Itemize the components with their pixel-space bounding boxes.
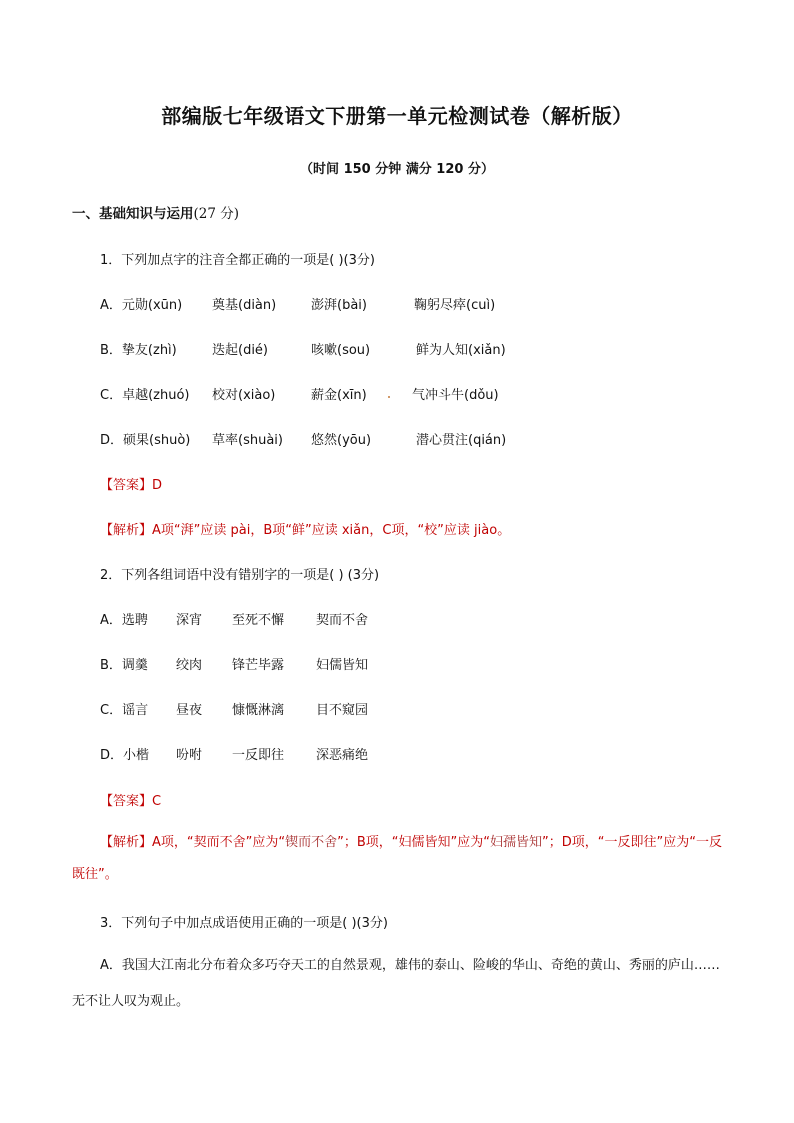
document-subtitle: （时间 150 分钟 满分 120 分） — [300, 162, 494, 177]
question-2-analysis — [72, 827, 724, 891]
option-term: 气冲斗牛(dǒu) — [412, 388, 499, 403]
section-score: (27 分) — [193, 206, 240, 222]
option-term: 一反即往 — [232, 748, 285, 763]
analysis-label: 【解析】 — [100, 523, 153, 538]
option-term: C．卓越(zhuó) — [100, 388, 190, 403]
question-2-answer — [100, 790, 161, 809]
option-term: D．小楷 — [100, 748, 150, 763]
option-term: 绞肉 — [176, 658, 203, 673]
document-title: 部编版七年级语文下册第一单元检测试卷（解析版） — [161, 104, 633, 128]
option-term: 吩咐 — [176, 748, 203, 763]
question-2-stem: 2．下列各组词语中没有错别字的一项是( ) (3分) — [100, 568, 380, 583]
option-term: 深宵 — [176, 613, 203, 628]
analysis-correction: 锲而不舍 — [285, 835, 338, 850]
option-term: 妇儒皆知 — [316, 658, 369, 673]
analysis-text: ”；B项，“妇儒皆知”应为“ — [337, 835, 490, 850]
section-label: 一、基础知识与运用 — [72, 206, 194, 222]
question-1-answer — [100, 474, 162, 493]
option-term: 草率(shuài) — [212, 433, 283, 448]
analysis-correction: 妇孺皆知 — [490, 835, 543, 850]
option-term: 薪金(xīn) — [311, 388, 367, 403]
option-term: 鞠躬尽瘁(cuì) — [414, 298, 496, 313]
option-term: 潜心贯注(qián) — [416, 433, 507, 448]
emphasis-dot — [388, 396, 390, 398]
option-term: C．谣言 — [100, 703, 149, 718]
option-term: 悠然(yōu) — [311, 433, 372, 448]
option-term: 至死不懈 — [232, 613, 285, 628]
answer-label: 【答案】 — [100, 794, 153, 809]
analysis-text: A项，“契而不舍”应为“ — [152, 835, 286, 850]
option-term: D．硕果(shuò) — [100, 433, 191, 448]
option-term: 咳嗽(sou) — [311, 343, 371, 358]
option-term: 锋芒毕露 — [232, 658, 285, 673]
option-term: B．挚友(zhì) — [100, 343, 177, 358]
option-term: 深恶痛绝 — [316, 748, 369, 763]
question-1-stem: 1．下列加点字的注音全都正确的一项是( )(3分) — [100, 253, 375, 268]
option-term: B．调羹 — [100, 658, 148, 673]
question-1-analysis — [100, 519, 510, 538]
option-term: 契而不舍 — [316, 613, 369, 628]
option-term: 校对(xiào) — [212, 388, 276, 403]
answer-value: C — [152, 794, 162, 809]
answer-label: 【答案】 — [100, 478, 153, 493]
question-3-option-a: A．我国大江南北分布着众多巧夺天工的自然景观，雄伟的泰山、险峻的华山、奇绝的黄山、秀丽的庐山……无不让人叹为观止。 — [72, 958, 720, 1009]
answer-value: D — [152, 478, 163, 493]
option-term: A．元勋(xūn) — [100, 298, 183, 313]
analysis-text: ”；D项，“一反即往”应为“一反既往”。 — [72, 835, 722, 882]
analysis-text: A项“湃”应读 pài，B项“鲜”应读 xiǎn，C项，“校”应读 jiào。 — [152, 523, 511, 538]
option-term: 慷慨淋漓 — [232, 703, 285, 718]
option-term: 昼夜 — [176, 703, 203, 718]
option-term: 澎湃(bài) — [311, 298, 367, 313]
option-term: A．选聘 — [100, 613, 148, 628]
section-heading — [72, 202, 239, 222]
option-term: 奠基(diàn) — [212, 298, 277, 313]
option-term: 目不窥园 — [316, 703, 369, 718]
option-term: 鲜为人知(xiǎn) — [416, 343, 506, 358]
analysis-label: 【解析】 — [100, 835, 153, 850]
option-term: 迭起(dié) — [212, 343, 269, 358]
question-3-stem: 3．下列句子中加点成语使用正确的一项是( )(3分) — [100, 916, 388, 931]
